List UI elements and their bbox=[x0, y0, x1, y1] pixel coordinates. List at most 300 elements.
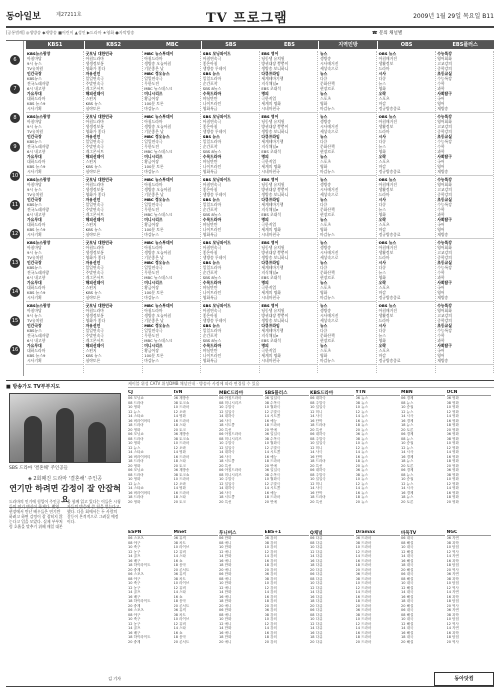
cable-program-line: 08 수목극 bbox=[264, 400, 281, 405]
program-item: 무한도전 bbox=[144, 333, 159, 338]
program-item: 100분 토론 bbox=[144, 353, 164, 358]
program-item: 대하드라마 bbox=[27, 222, 46, 227]
cable-channel-title: EBS+1 bbox=[265, 530, 309, 536]
cable-program-line: 08 강의 bbox=[264, 576, 277, 581]
cable-program-line: 06 대국 bbox=[401, 608, 414, 612]
program-item: 마감뉴스 bbox=[144, 295, 159, 300]
program-item: 극한직업 bbox=[261, 285, 277, 290]
program-item: KBS뉴스광장 bbox=[27, 177, 51, 182]
program-item: 야심만만 bbox=[202, 159, 218, 164]
cable-channel-title: MBC드라마 bbox=[219, 390, 263, 396]
program-item: 순간포착 bbox=[202, 207, 218, 212]
cable-program-line: 06 만화 bbox=[219, 536, 232, 540]
program-item: 국어 bbox=[437, 222, 445, 227]
program-item: SBS 모닝와이드 bbox=[202, 177, 231, 182]
program-item: 뉴스 bbox=[320, 260, 328, 265]
program-item: 초등교실 bbox=[437, 260, 452, 265]
program-item: 마감 bbox=[378, 101, 386, 106]
program-item: EBS 초대석 bbox=[261, 149, 281, 154]
cable-program-line: 10 강의 bbox=[264, 581, 277, 585]
cable-program-line: 10 월화극 bbox=[264, 405, 281, 409]
program-item: 생생정보통 bbox=[85, 187, 104, 192]
program-item: 딩동댕 유치원 bbox=[261, 245, 285, 250]
cable-program-line: 20 중계 bbox=[128, 567, 141, 572]
cable-program-line: 08 수목극 bbox=[264, 436, 281, 441]
cable-program-line: 14 만화 bbox=[219, 554, 232, 558]
program-item: 뉴스 bbox=[320, 114, 328, 119]
cable-program-line: 10 영화 bbox=[446, 405, 459, 409]
cable-program-line: 20 영화 bbox=[128, 499, 141, 504]
cable-program-line: 06 다큐 bbox=[310, 572, 323, 576]
divider bbox=[378, 175, 435, 176]
cable-program-line: 18 뉴스 bbox=[355, 495, 368, 499]
cable-program-line: 14 시트콤 bbox=[264, 450, 281, 454]
program-item: 6시 내고향 bbox=[27, 338, 46, 343]
cable-program-line: 06 재방송 bbox=[173, 396, 190, 400]
feature-article bbox=[6, 381, 124, 686]
program-item: 영화특급 bbox=[202, 169, 218, 174]
program-item: KBS뉴스광장 bbox=[27, 240, 51, 245]
program-item: 가요무대 bbox=[27, 154, 42, 159]
article-kicker: ◈ 2회째진 드라마 '결혼해' 주인공 bbox=[27, 476, 103, 482]
cable-program-line: 10 뉴스 bbox=[355, 405, 368, 409]
cable-program-line: 06 뉴스 bbox=[355, 468, 368, 472]
cable-program-line: 16 애니 bbox=[219, 630, 232, 635]
channel-column bbox=[85, 51, 143, 373]
program-item: 무한도전 bbox=[144, 144, 159, 149]
program-item: 아침마당 bbox=[27, 119, 42, 124]
time-badge: 6 bbox=[10, 55, 20, 65]
cable-program-line: 16 영화 bbox=[446, 454, 459, 459]
cable-program-line: 16 애니 bbox=[219, 594, 232, 599]
cable-program-line: 08 야구 bbox=[128, 612, 141, 617]
program-item: 시사 bbox=[378, 134, 386, 139]
program-item: 세상속으로 bbox=[320, 192, 339, 197]
program-item: 극한직업 bbox=[261, 96, 277, 101]
program-item: 수목드라마 bbox=[202, 217, 222, 222]
program-item: 고교강의 bbox=[437, 250, 452, 255]
program-item: 고교강의 bbox=[437, 61, 452, 66]
program-item: 인간극장 bbox=[27, 134, 42, 139]
program-item: 영어 bbox=[437, 101, 445, 106]
cable-program-line: 08 영화 bbox=[446, 472, 459, 477]
cable-program-line: 12 오락 bbox=[173, 445, 186, 450]
program-item: 정규방송종료 bbox=[378, 169, 401, 174]
program-item: KBS뉴스광장 bbox=[27, 303, 51, 308]
cable-program-line: 10 주말극 bbox=[219, 477, 235, 481]
cable-program-line: 08 미니시리즈 bbox=[219, 400, 242, 405]
cable-program-line: 18 뉴스 bbox=[401, 495, 414, 499]
program-item: 9시 뉴스 bbox=[27, 124, 42, 129]
article-byline: 김 기자 bbox=[108, 676, 121, 681]
program-item: 오락 bbox=[378, 154, 386, 159]
cable-program-line: 16 드라마 bbox=[173, 454, 190, 459]
cable-program-line: 14 뉴스 bbox=[355, 414, 368, 418]
program-item: MBC 뉴스데스크 bbox=[144, 275, 173, 280]
cable-channel-title: MBN bbox=[401, 390, 445, 396]
program-item: 스포츠 bbox=[378, 285, 390, 290]
program-item: 전국노래자랑 bbox=[27, 207, 50, 212]
cable-program-line: 06 스포츠 bbox=[128, 608, 144, 612]
program-item: 수능특강 bbox=[437, 114, 452, 119]
program-item: MBC 뉴스데스크 bbox=[144, 86, 173, 91]
divider bbox=[378, 112, 435, 113]
program-item: 영어회화 bbox=[437, 245, 452, 250]
cable-program-line: 16 단막 bbox=[310, 490, 323, 495]
cable-program-line: 06 모닝쇼 bbox=[128, 432, 144, 436]
cable-program-line: 06 자연 bbox=[446, 572, 459, 576]
program-item: MBC 정오뉴스 bbox=[144, 71, 170, 76]
program-item: 생방송 보니하니 bbox=[261, 255, 289, 260]
program-item: 과학 bbox=[437, 149, 445, 154]
program-item: 다큐 bbox=[378, 139, 386, 144]
cable-program-line: 08 미니시리즈 bbox=[219, 436, 242, 441]
program-item: 주말연속극 bbox=[85, 207, 104, 212]
divider bbox=[378, 364, 435, 365]
program-item: 중학강의 bbox=[437, 255, 452, 260]
divider bbox=[85, 364, 142, 365]
cable-program-line: 20 영화 bbox=[128, 463, 141, 468]
cable-program-line: 08 영화 bbox=[446, 400, 459, 405]
cable-program-line: 08 뉴스 bbox=[355, 472, 368, 477]
program-item: 6시 내고향 bbox=[27, 149, 46, 154]
cable-program-line: 08 뉴스 bbox=[401, 400, 414, 405]
cable-program-line: 16 과학 bbox=[446, 594, 459, 599]
cable-program-line: 10 강의 bbox=[264, 617, 277, 621]
program-item: EBS 영어 bbox=[261, 51, 279, 56]
cable-program-line: 12 뉴스 bbox=[128, 409, 141, 414]
cable-program-line: 20 연예 bbox=[264, 427, 277, 432]
program-item: KBS 뉴스 bbox=[85, 164, 102, 169]
program-item: 문화산책 bbox=[320, 144, 335, 149]
cable-program-line: 10 영화 bbox=[128, 477, 141, 481]
publication-date: 2009년 1월 29일 목요일 B11 bbox=[413, 13, 494, 20]
program-item: 아침드라마 bbox=[144, 308, 163, 313]
program-item: 수목드라마 bbox=[202, 154, 222, 159]
cable-program-line: 20 토크 bbox=[173, 463, 186, 468]
program-item: 개그콘서트 bbox=[85, 212, 104, 217]
program-item: 영어 bbox=[437, 164, 445, 169]
cable-program-line: 18 드라마 bbox=[355, 599, 372, 603]
photo-caption: SBS 드라마 '결혼해' 주인공들 bbox=[9, 466, 68, 471]
program-item: 마감뉴스 bbox=[320, 169, 335, 174]
program-item: 지식채널e bbox=[261, 144, 279, 149]
cable-program-line: 16 강의 bbox=[264, 558, 277, 563]
program-item: 마감뉴스 bbox=[144, 106, 159, 111]
program-item: 시네마천국 bbox=[261, 295, 280, 300]
program-item: 생방송 오늘아침 bbox=[144, 187, 172, 192]
time-badge: 11 bbox=[11, 202, 19, 208]
program-item: 순간포착 bbox=[202, 270, 218, 275]
cable-program-line: 18 시트콤 bbox=[219, 459, 235, 463]
cable-program-line: 12 뉴스 bbox=[355, 481, 368, 486]
cable-channel-title: Mnet bbox=[174, 530, 218, 536]
cable-program-line: 14 스타쇼 bbox=[128, 450, 144, 454]
cable-program-line: 10 드라마 bbox=[173, 405, 190, 409]
program-item: 스펀지 bbox=[85, 159, 97, 164]
program-item: 드라마 bbox=[378, 192, 390, 197]
cable-program-line: 06 경제 bbox=[401, 432, 414, 436]
program-item: 해피선데이 bbox=[85, 280, 104, 285]
program-item: 수학 bbox=[437, 207, 445, 212]
program-item: 극한직업 bbox=[261, 222, 277, 227]
program-item: 다큐프라임 bbox=[261, 323, 280, 328]
cable-program-line: 12 뮤비 bbox=[173, 585, 186, 590]
divider bbox=[143, 301, 200, 302]
cable-program-line: 10 만화 bbox=[219, 545, 232, 549]
cable-program-line: 06 강의 bbox=[264, 608, 277, 612]
program-item: 지식채널e bbox=[261, 333, 279, 338]
program-item: 세상속으로 bbox=[320, 318, 339, 323]
program-item: 자유선언 bbox=[85, 197, 101, 202]
program-item: 문화산책 bbox=[320, 333, 335, 338]
program-item: 드라마 bbox=[378, 255, 390, 260]
program-item: 딩동댕 유치원 bbox=[261, 119, 285, 124]
cable-program-line: 10 대국 bbox=[401, 617, 414, 621]
person-figure bbox=[88, 422, 106, 462]
program-item: 뉴스 bbox=[320, 51, 328, 56]
program-item: 수능특강 bbox=[437, 265, 452, 270]
program-item: 아침드라마 bbox=[85, 56, 104, 61]
program-item: 100분 토론 bbox=[144, 227, 164, 232]
cable-program-line: 20 역사 bbox=[446, 603, 459, 608]
cable-program-line: 14 드라마 bbox=[355, 590, 372, 594]
program-item: 생활정보 bbox=[378, 313, 394, 318]
program-item: 황금어장 bbox=[144, 285, 159, 290]
divider bbox=[436, 301, 493, 302]
cable-program-line: 12 주말극 bbox=[264, 445, 281, 450]
program-item: EBS 초대석 bbox=[261, 338, 281, 343]
program-item: 뉴스 bbox=[320, 217, 328, 222]
program-item: 세상속으로 bbox=[320, 255, 339, 260]
cable-channel-block bbox=[356, 390, 400, 526]
program-item: 국어 bbox=[437, 96, 445, 101]
program-item: 아침마당 bbox=[27, 245, 42, 250]
channel-header: 지역민방 bbox=[319, 41, 377, 49]
cable-program-line: 16 영화 bbox=[446, 418, 459, 423]
cable-program-line: 20 특선 bbox=[219, 499, 232, 504]
divider bbox=[26, 112, 83, 113]
cable-program-line: 20 영화 bbox=[446, 499, 459, 504]
program-item: KBS뉴스 bbox=[27, 76, 42, 81]
program-item: 사회탐구 bbox=[437, 91, 452, 96]
program-item: SBS 뉴스 bbox=[202, 260, 220, 265]
program-item: 뉴스 bbox=[378, 81, 386, 86]
cable-program-line: 08 차트 bbox=[173, 576, 186, 581]
cable-program-line: 14 스타쇼 bbox=[128, 414, 144, 418]
program-item: 다큐프라임 bbox=[261, 197, 280, 202]
program-item: 개그콘서트 bbox=[85, 275, 104, 280]
program-item: 생방송 투데이 bbox=[202, 255, 227, 260]
cable-program-line: 08 차트 bbox=[173, 540, 186, 545]
program-item: 주말연속극 bbox=[85, 144, 104, 149]
program-item: 생방송 bbox=[320, 245, 332, 250]
cable-program-line: 10 다큐 bbox=[310, 545, 323, 549]
cable-program-line: 16 배구 bbox=[128, 630, 141, 635]
cable-program-line: 06 자연 bbox=[446, 536, 459, 540]
program-item: 생방송 보니하니 bbox=[261, 192, 289, 197]
program-item: MBC 정오뉴스 bbox=[144, 260, 170, 265]
divider bbox=[202, 175, 259, 176]
program-item: 아침매거진 bbox=[378, 182, 397, 187]
cable-blocks bbox=[128, 390, 494, 675]
program-item: 생활정보 bbox=[378, 250, 394, 255]
cable-program-line: 18 드라마 bbox=[128, 423, 144, 427]
cable-program-line: 06 일일극 bbox=[264, 468, 281, 472]
program-item: 재방송 bbox=[437, 106, 449, 111]
program-item: 중학강의 bbox=[437, 129, 452, 134]
channel-column bbox=[319, 51, 377, 373]
cable-program-line: 14 대하극 bbox=[219, 486, 235, 490]
program-item: 대하드라마 bbox=[27, 96, 46, 101]
channel-header: EBS bbox=[260, 41, 318, 49]
cable-program-line: 06 일일극 bbox=[264, 432, 281, 436]
divider bbox=[260, 112, 317, 113]
cable-program-line: 12 뉴스 bbox=[355, 445, 368, 450]
program-item: 기분좋은 날 bbox=[144, 318, 164, 323]
cable-program-line: 18 강의 bbox=[264, 635, 277, 639]
program-item: 수학 bbox=[437, 81, 445, 86]
cable-program-line: 16 경제 bbox=[401, 418, 414, 423]
program-item: 주말연속극 bbox=[85, 333, 104, 338]
program-item: 수목드라마 bbox=[202, 91, 222, 96]
program-item: 6시 내고향 bbox=[27, 86, 46, 91]
program-item: 생생정보통 bbox=[85, 250, 104, 255]
program-item: KBS뉴스 bbox=[27, 328, 42, 333]
program-item: 개그콘서트 bbox=[85, 149, 104, 154]
cable-program-line: 18 영화 bbox=[446, 423, 459, 427]
cable-program-line: 08 차트 bbox=[173, 612, 186, 617]
cable-program-line: 20 연예 bbox=[264, 463, 277, 468]
cable-program-line: 06 강의 bbox=[264, 536, 277, 540]
cable-program-line: 08 야구 bbox=[128, 576, 141, 581]
program-item: 드라마 bbox=[378, 129, 390, 134]
program-item: 오락 bbox=[378, 280, 386, 285]
program-item: 심야토론 bbox=[85, 358, 101, 363]
time-badge: 13 bbox=[11, 260, 19, 266]
program-item: 재방송 bbox=[437, 358, 449, 363]
program-item: 중학강의 bbox=[437, 66, 452, 71]
program-item: 생활정보 bbox=[378, 187, 394, 192]
cable-program-line: 14 만화 bbox=[219, 590, 232, 594]
program-item: SBS 8뉴스 bbox=[202, 338, 222, 343]
cable-program-line: 14 영화 bbox=[173, 486, 186, 490]
page-footer-rule bbox=[6, 686, 494, 687]
program-item: 초등교실 bbox=[437, 134, 452, 139]
cable-program-line: 10 축구 bbox=[128, 617, 141, 621]
time-badge: 8 bbox=[10, 113, 20, 123]
cable-program-line: 16 강의 bbox=[264, 594, 277, 599]
cable-program-line: 12 드라마 bbox=[355, 621, 372, 626]
cable-program-line: 08 토크쇼 bbox=[173, 436, 190, 441]
program-item: 뉴스 bbox=[320, 177, 328, 182]
program-item: 심야토론 bbox=[85, 169, 101, 174]
program-item: 다큐 bbox=[320, 328, 328, 333]
cable-program-line: 06 경제 bbox=[401, 468, 414, 472]
cable-program-line: 18 음악 bbox=[173, 563, 186, 567]
cable-program-line: 12 미니 bbox=[310, 409, 323, 414]
cable-program-line: 14 다큐 bbox=[310, 554, 323, 558]
time-badge: 9 bbox=[10, 142, 20, 152]
program-item: 고교강의 bbox=[437, 187, 452, 192]
program-item: 황금어장 bbox=[144, 348, 159, 353]
cable-program-line: 06 모닝쇼 bbox=[128, 468, 144, 472]
program-item: 전국노래자랑 bbox=[27, 144, 50, 149]
program-item: 영어 bbox=[437, 290, 445, 295]
cable-program-line: 16 강의 bbox=[264, 630, 277, 635]
cable-program-line: 06 만화 bbox=[219, 572, 232, 576]
program-item: 자유선언 bbox=[85, 134, 101, 139]
program-item: 뉴스 bbox=[320, 197, 328, 202]
cable-program-line: 06 다큐 bbox=[310, 608, 323, 612]
cable-program-line: 16 과학 bbox=[446, 630, 459, 635]
program-item: 인간극장 bbox=[27, 323, 42, 328]
cable-program-line: 10 증권 bbox=[401, 405, 414, 409]
cable-program-line: 12 영화 bbox=[446, 445, 459, 450]
cable-program-line: 14 사극 bbox=[310, 414, 323, 418]
program-item: 다큐프라임 bbox=[261, 134, 280, 139]
program-item: MBC 뉴스투데이 bbox=[144, 303, 174, 308]
program-item: 영화가 좋다 bbox=[85, 192, 106, 197]
cable-program-line: 12 드라마 bbox=[355, 585, 372, 590]
cable-program-line: 14 시트콤 bbox=[264, 414, 281, 418]
program-item: 수능특강 bbox=[437, 303, 452, 308]
cable-program-line: 06 뮤직 bbox=[173, 608, 186, 612]
cable-program-line: 18 드라마 bbox=[355, 635, 372, 639]
cable-program-line: 18 스타 bbox=[173, 495, 186, 499]
cable-program-line: 18 하이라이트 bbox=[128, 563, 151, 567]
program-item: OBS 뉴스 bbox=[378, 114, 397, 119]
program-item: 드라마 bbox=[378, 66, 390, 71]
cable-program-line: 10 탐험 bbox=[446, 581, 459, 585]
program-item: 문화산책 bbox=[320, 207, 335, 212]
cable-program-line: 12 농구 bbox=[128, 585, 141, 590]
program-item: 드라마 bbox=[378, 318, 390, 323]
program-item: 가요무대 bbox=[27, 217, 42, 222]
program-item: 뉴스 bbox=[320, 134, 328, 139]
cable-channel-block bbox=[174, 390, 218, 526]
program-item: 세계의 명화 bbox=[261, 164, 281, 169]
cable-program-line: 10 주말극 bbox=[219, 441, 235, 445]
program-item: 아침매거진 bbox=[378, 56, 397, 61]
program-item: 뉴스 bbox=[320, 91, 328, 96]
cable-program-line: 18 하이라이트 bbox=[128, 599, 151, 603]
program-item: 세상속으로 bbox=[320, 66, 339, 71]
cable-program-line: 20 콘서트 bbox=[173, 567, 190, 572]
cable-program-line: 08 다큐 bbox=[310, 576, 323, 581]
cable-program-line: 20 강의 bbox=[264, 603, 277, 608]
cable-program-line: 10 라이브 bbox=[173, 581, 190, 585]
program-item: 세계테마기행 bbox=[261, 202, 284, 207]
cable-program-line: 06 강의 bbox=[264, 572, 277, 576]
program-item: KBS 뉴스9 bbox=[27, 353, 46, 358]
program-item: 시사 bbox=[378, 323, 386, 328]
cable-program-line: 06 영화 bbox=[446, 396, 459, 400]
program-item: 생방송 보니하니 bbox=[261, 318, 289, 323]
program-item: 세계테마기행 bbox=[261, 76, 284, 81]
program-item: SBS 8뉴스 bbox=[202, 86, 222, 91]
program-item: MBC 뉴스데스크 bbox=[144, 149, 173, 154]
program-item: 정규방송종료 bbox=[378, 358, 401, 363]
program-item: KBS 뉴스9 bbox=[27, 227, 46, 232]
program-item: 영화 bbox=[378, 212, 386, 217]
cable-program-line: 06 대국 bbox=[401, 536, 414, 540]
cable-program-line: 06 드라마 bbox=[355, 572, 372, 576]
program-item: 뉴스 bbox=[320, 280, 328, 285]
cable-program-line: 10 탐험 bbox=[446, 545, 459, 549]
program-item: 마감 bbox=[378, 290, 386, 295]
cable-program-line: 20 해설 bbox=[401, 603, 414, 608]
